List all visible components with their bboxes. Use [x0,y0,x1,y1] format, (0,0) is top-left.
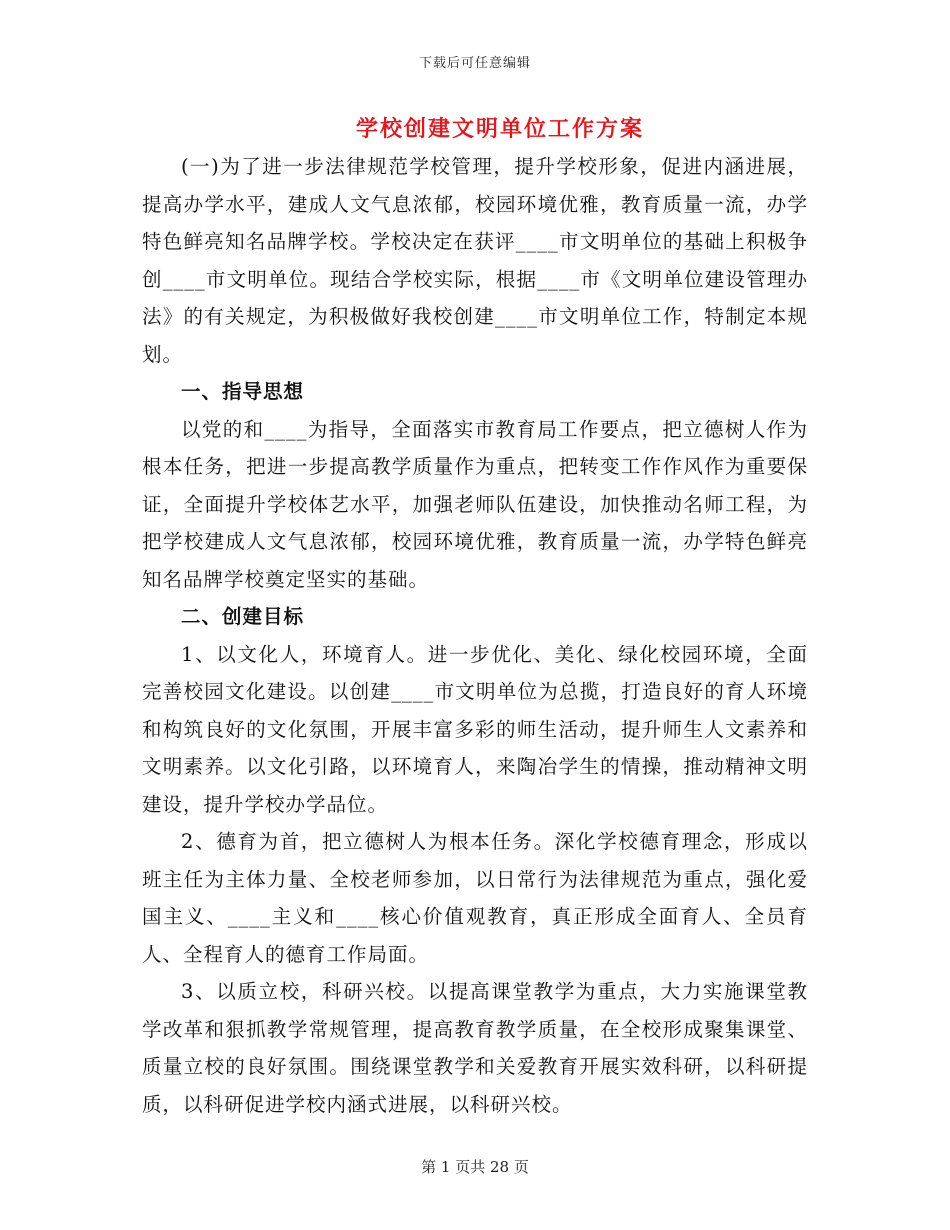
page-header-note: 下载后可任意编辑 [418,56,531,71]
section-heading-guiding-thought: 一、指导思想 [181,380,305,403]
intro-paragraph: (一)为了进一步法律规范学校管理，提升学校形象，促进内涵进展，提高办学水平，建成人文气息浓郁，校园环境优雅，教育质量一流，办学特色鲜亮知名品牌学校。学校决定在获评____市文明单位的基础上积极争创____市文明单位。现结合学校实际，根据____市《文明单位建设管理办法》的有关规定，为积极做好我校创建____市文明单位工作，特制定本规划。 [142,155,808,366]
guiding-thought-paragraph: 以党的和____为指导，全面落实市教育局工作要点，把立德树人作为根本任务，把进一步提高教学质量作为重点，把转变工作作风作为重要保证，全面提升学校体艺水平，加强老师队伍建设，加快推动名师工程，为把学校建成人文气息浓郁，校园环境优雅，教育质量一流，办学特色鲜亮知名品牌学校奠定坚实的基础。 [142,417,808,591]
goal-3-paragraph: 3、以质立校，科研兴校。以提高课堂教学为重点，大力实施课堂教学改革和狠抓教学常规管理，提高教育教学质量，在全校形成聚集课堂、质量立校的良好氛围。围绕课堂教学和关爱教育开展实效科研，以科研提质，以科研促进学校内涵式进展，以科研兴校。 [142,980,808,1116]
document-body [142,148,808,1123]
goal-2-paragraph: 2、德育为首，把立德树人为根本任务。深化学校德育理念，形成以班主任为主体力量、全校老师参加，以日常行为法律规范为重点，强化爱国主义、____主义和____核心价值观教育，真正形成全面育人、全员育人、全程育人的德育工作局面。 [142,830,808,966]
goal-1-paragraph: 1、以文化人，环境育人。进一步优化、美化、绿化校园环境，全面完善校园文化建设。以创建____市文明单位为总揽，打造良好的育人环境和构筑良好的文化氛围，开展丰富多彩的师生活动，提升师生人文素养和文明素养。以文化引路，以环境育人，来陶冶学生的情操，推动精神文明建设，提升学校办学品位。 [142,642,808,816]
section-heading-goals: 二、创建目标 [181,605,305,628]
document-title: 学校创建文明单位工作方案 [355,116,644,142]
page-number: 第 1 页共 28 页 [421,1158,529,1176]
